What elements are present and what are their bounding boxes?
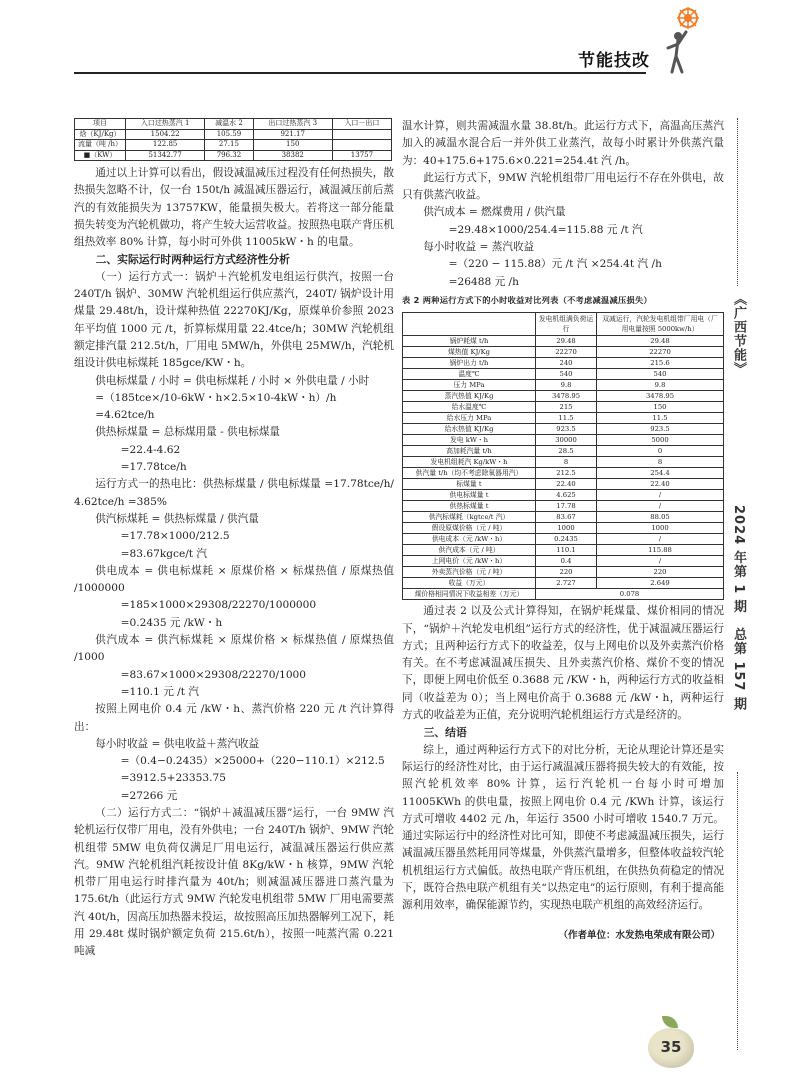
table-cell: 2.727 <box>536 578 597 589</box>
table-cell: 高加耗汽量 t/h <box>403 446 536 457</box>
section-title: 节能技改 <box>578 51 650 71</box>
formula-line: 每小时收益 = 供电收益＋蒸汽收益 <box>95 737 260 750</box>
table-cell: 220 <box>536 567 597 578</box>
table-cell: 3478.95 <box>597 391 724 402</box>
table-cell: 供汽量 t/h（均不考虑除氧器用汽） <box>403 468 536 479</box>
table-cell: / <box>597 490 724 501</box>
table-cell: 2.649 <box>597 578 724 589</box>
leaf-icon <box>662 1016 678 1028</box>
table-cell: 796.32 <box>205 150 253 161</box>
table-cell: 流量（吨 /h） <box>75 140 126 151</box>
table-cell: 22270 <box>536 347 597 358</box>
table-cell: 923.5 <box>597 424 724 435</box>
table-cell: 煤热值 KJ/Kg <box>403 347 536 358</box>
table-row <box>403 402 724 413</box>
table-cell: 入口－出口 <box>332 119 391 130</box>
paragraph: （一）运行方式一：锅炉＋汽轮机发电组运行供汽，按照一台 240T/h 锅炉、30MW 汽轮机组运行供应蒸汽，240T/ 锅炉设计用煤量 29.48t/h，设计煤种热值 22270KJ/Kg，原煤单价参照 2023 年平均值 1000 元 /t，折算标煤用量 22.4tce/h；30MW 汽轮机组额定排汽量 212.5t/h，厂用电 5MW/h，外供电 25MW/h，汽轮机组设计供电标煤耗 185gce/KW・h。 <box>74 270 394 370</box>
table-row <box>403 578 724 589</box>
table-cell: 焓（KJ/Kg） <box>75 129 126 140</box>
table-row <box>403 424 724 435</box>
table-cell: 215.6 <box>597 358 724 369</box>
table-row <box>403 468 724 479</box>
table-cell: 外卖蒸汽价格（元 / 吨） <box>403 567 536 578</box>
table-row <box>403 380 724 391</box>
table-cell: 11.5 <box>597 413 724 424</box>
formula-line: =22.4-4.62 <box>120 443 181 456</box>
table-cell: 115.88 <box>597 545 724 556</box>
table-cell: 921.17 <box>253 129 332 140</box>
table-row <box>403 413 724 424</box>
paragraph: 温水计算，则共需减温水量 38.8t/h。此运行方式下，高温高压蒸汽加入的减温水混合后一并外供工业蒸汽，故每小时累计外供蒸汽量为：40+175.6+175.6×0.221=254.4t 汽 /h。 <box>402 120 724 167</box>
table-row <box>403 589 724 600</box>
table-cell: 0.4 <box>536 556 597 567</box>
table-row <box>403 336 724 347</box>
table-row <box>403 457 724 468</box>
table-cell: 项目 <box>75 119 126 130</box>
table-cell: 上网电价（元 /kW・h） <box>403 556 536 567</box>
table-cell: / <box>597 501 724 512</box>
table-cell: 150 <box>597 402 724 413</box>
table-cell: 0.078 <box>536 589 724 600</box>
table-cell: 发电机组耗汽 Kg/kW・h <box>403 457 536 468</box>
table-2 <box>402 312 724 600</box>
formula-line: =3912.5+23353.75 <box>120 772 226 785</box>
table-cell: 煤价格相同情况下收益相差（万元） <box>403 589 536 600</box>
table-cell: / <box>597 534 724 545</box>
table-cell: 减温水 2 <box>205 119 253 130</box>
table-cell: 13757 <box>332 150 391 161</box>
table-cell: 8 <box>536 457 597 468</box>
formula-line: =（185tce×/10-6kW・h×2.5×10-4kW・h）/h <box>95 391 337 404</box>
right-column <box>402 118 724 944</box>
table-cell: 540 <box>597 369 724 380</box>
table-row <box>403 391 724 402</box>
table-cell: 22270 <box>597 347 724 358</box>
table-cell: 11.5 <box>536 413 597 424</box>
table-row <box>403 479 724 490</box>
table-row <box>403 501 724 512</box>
left-column <box>74 118 394 961</box>
header-rule <box>74 72 646 74</box>
table-cell: 220 <box>597 567 724 578</box>
table-cell: 215 <box>536 402 597 413</box>
formula-line: 供电标煤量 / 小时 = 供电标煤耗 / 小时 × 外供电量 / 小时 <box>95 374 370 387</box>
formula-line: =185×1000×29308/22270/1000000 <box>120 599 317 612</box>
table-cell: 29.48 <box>597 336 724 347</box>
table-cell: 105.59 <box>205 129 253 140</box>
formula-line: 供汽标煤耗 = 供热标煤量 / 供汽量 <box>95 512 259 525</box>
table-cell: 240 <box>536 358 597 369</box>
paragraph: 通过以上计算可以看出，假设减温减压过程没有任何热损失，散热损失忽略不计，仅一台 150t/h 减温减压器运行，减温减压前后蒸汽的有效能损失为 13757KW，能量损失极大。若将这一部分能量损失转变为汽轮机做功，将产生较大运营收益。按照热电联产背压机组热效率 80% 计算，每小时可外供 11005kW・h 的电量。 <box>74 167 394 249</box>
paragraph: 通过表 2 以及公式计算得知，在锅炉耗煤量、煤价相同的情况下，“锅炉＋汽轮发电机组”运行方式的经济性，优于减温减压器运行方式；且两种运行方式下的收益差，仅与上网电价以及外卖蒸汽价格有关。在不考虑减温减压损失、且外卖蒸汽价格、煤价不变的情况下，即便上网电价低至 0.3688 元 /KW・h，两种运行方式的收益相同（收益差为 0）；当上网电价高于 0.3688 元 /kW・h，两种运行方式的收益差为正值，充分说明汽轮机组运行方式是经济的。 <box>402 605 724 722</box>
table-row <box>75 140 392 151</box>
issue-info: 2024 年第 1 期 总第 157 期 <box>731 505 746 711</box>
table-cell: 540 <box>536 369 597 380</box>
table-cell: 标煤量 t <box>403 479 536 490</box>
section-heading: 三、结语 <box>423 726 467 740</box>
table-cell: 17.78 <box>536 501 597 512</box>
table-row <box>75 129 392 140</box>
table-cell: 蒸汽热值 KJ/Kg <box>403 391 536 402</box>
table-row <box>403 523 724 534</box>
table-cell: 30000 <box>536 435 597 446</box>
table-cell: 150 <box>253 140 332 151</box>
table-cell: 假设原煤价格（元 / 吨） <box>403 523 536 534</box>
table-cell: 27.15 <box>205 140 253 151</box>
table-cell <box>332 129 391 140</box>
table-cell: 212.5 <box>536 468 597 479</box>
table-cell: / <box>597 556 724 567</box>
author-affiliation: （作者单位：水发热电荣成有限公司） <box>558 929 720 941</box>
table-row <box>403 347 724 358</box>
paragraph: 运行方式一的热电比：供热标煤量 / 供电标煤量 =17.78tce/h/ 4.62tce/h =385% <box>74 478 394 508</box>
table-cell: 收益（万元） <box>403 578 536 589</box>
table-row <box>403 545 724 556</box>
table-row <box>403 567 724 578</box>
table-row <box>403 369 724 380</box>
formula-line: =（220 − 115.88）元 /t 汽 ×254.4t 汽 /h <box>448 258 662 271</box>
table-1-header-row <box>75 119 392 130</box>
table-cell: 给水热值 KJ/Kg <box>403 424 536 435</box>
page-header <box>0 0 800 80</box>
table-cell: 1504.22 <box>126 129 205 140</box>
table-cell: 3478.95 <box>536 391 597 402</box>
table-cell: ■（KW） <box>75 150 126 161</box>
table-cell: 供热标煤量 t <box>403 501 536 512</box>
table-cell <box>403 313 536 336</box>
page-number: 35 <box>660 1038 682 1056</box>
table-row <box>403 435 724 446</box>
formula-line: =29.48×1000/254.4=115.88 元 /t 汽 <box>448 223 643 236</box>
formula-line: =110.1 元 /t 汽 <box>120 685 199 698</box>
formula-line: =17.78tce/h <box>120 461 187 474</box>
table-cell: 温度℃ <box>403 369 536 380</box>
table-cell: 1000 <box>597 523 724 534</box>
table-cell: 110.1 <box>536 545 597 556</box>
table-row <box>75 150 392 161</box>
table-cell: 发电 kW・h <box>403 435 536 446</box>
table-cell: 供汽成本（元 / 吨） <box>403 545 536 556</box>
table-cell: 22.40 <box>597 479 724 490</box>
person-with-gear-globe-icon <box>662 4 704 76</box>
table-cell: 给水压力 MPa <box>403 413 536 424</box>
table-cell: 122.85 <box>126 140 205 151</box>
table-cell: 发电机组满负荷运行 <box>536 313 597 336</box>
table-row <box>403 490 724 501</box>
page-number-badge <box>648 1028 694 1068</box>
table-cell: 锅炉耗煤 t/h <box>403 336 536 347</box>
table-row <box>403 446 724 457</box>
table-cell: 9.8 <box>597 380 724 391</box>
table-row <box>403 512 724 523</box>
table-cell: 29.48 <box>536 336 597 347</box>
table-cell: 双减运行，汽轮发电机组带厂用电（厂用电量按照 5000kw/h） <box>597 313 724 336</box>
paragraph: 综上，通过两种运行方式下的对比分析，无论从理论计算还是实际运行的经济性对比，由于运行减温减压器将损失较大的有效能，按照汽轮机效率 80% 计算，运行汽轮机一台每小时可增加 11005KWh 的供电量，按照上网电价 0.4 元 /KWh 计算，该运行方式可增收 4402 元 /h，年运行 3500 小时可增收 1540.7 万元。通过实际运行中的经济性对比可知，即使不考虑减温减压损失，运行减温减压器虽然耗用同等煤量，外供蒸汽量增多，但整体收益较汽轮机机组运行方式偏低。故热电联产背压机组，在供热负荷稳定的情况下，既符合热电联产机组有关“以热定电”的运行原则，有利于提高能源利用效率，确保能源节约，实现热电联产机组的高效经济运行。 <box>402 743 724 912</box>
table-cell: 9.8 <box>536 380 597 391</box>
table-cell: 供汽标煤耗（kgtce/t 汽） <box>403 512 536 523</box>
formula-line: =26488 元 /h <box>448 275 519 288</box>
table-row <box>403 556 724 567</box>
formula-line: =83.67×1000×29308/22270/1000 <box>120 668 307 681</box>
formula-line: =17.78×1000/212.5 <box>120 530 230 543</box>
table-row <box>403 534 724 545</box>
formula-line: =4.62tce/h <box>95 409 155 422</box>
table-cell: 83.67 <box>536 512 597 523</box>
formula-line: 每小时收益 = 蒸汽收益 <box>423 241 535 254</box>
table-1 <box>74 118 392 161</box>
table-cell: 254.4 <box>597 468 724 479</box>
table-cell: 88.05 <box>597 512 724 523</box>
table-cell: 4.625 <box>536 490 597 501</box>
table-cell: 压力 MPa <box>403 380 536 391</box>
table-cell: 28.5 <box>536 446 597 457</box>
formula-line: =83.67kgce/t 汽 <box>120 547 208 560</box>
formula-line: =27266 元 <box>120 789 178 802</box>
table-cell: 8 <box>597 457 724 468</box>
paragraph: 供汽成本 = 供汽标煤耗 × 原煤价格 × 标煤热值 / 原煤热值 /1000 <box>74 634 394 664</box>
paragraph: 供电成本 = 供电标煤耗 × 原煤价格 × 标煤热值 / 原煤热值 /1000000 <box>74 564 394 595</box>
table-cell: 锅炉出力 t/h <box>403 358 536 369</box>
table-cell: 供电标煤量 t <box>403 490 536 501</box>
journal-name: 《广西节能》 <box>731 292 746 376</box>
table-2-header-row <box>403 313 724 336</box>
table-cell: 923.5 <box>536 424 597 435</box>
paragraph: 此运行方式下，9MW 汽轮机组带厂用电运行不存在外供电，故只有供蒸汽收益。 <box>402 171 724 202</box>
formula-line: =0.2435 元 /kW・h <box>120 616 223 629</box>
table-cell: 0 <box>597 446 724 457</box>
table-cell: 22.40 <box>536 479 597 490</box>
paragraph: （二）运行方式二：“锅炉＋减温减压器”运行，一台 9MW 汽轮机运行仅带厂用电，没有外供电；一台 240T/h 锅炉、9MW 汽轮机组带 5MW 电负荷仅满足厂用电运行，减温减压器运行供应蒸汽。9MW 汽轮机组汽耗按设计值 8Kg/kW・h 核算，9MW 汽轮机带厂用电运行时排汽量为 40t/h；则减温减压器进口蒸汽量为 175.6t/h（此运行方式 9MW 汽轮发电机组带 5MW 厂用电需要蒸汽 40t/h，因高压加热器未投运，故按照高压加热器解列工况下，耗用 29.48t 煤时锅炉额定负荷 215.6t/h），按照一吨蒸汽需 0.221 吨减 <box>74 806 394 958</box>
formula-line: =（0.4−0.2435）×25000+（220−110.1）×212.5 <box>120 755 385 768</box>
table-cell: 给水温度℃ <box>403 402 536 413</box>
side-dotted-rule-top <box>737 118 738 286</box>
side-issue-label <box>728 505 748 711</box>
section-heading: 二、实际运行时两种运行方式经济性分析 <box>95 253 290 267</box>
table-cell: 0.2435 <box>536 534 597 545</box>
paragraph: 按照上网电价 0.4 元 /kW・h、蒸汽价格 220 元 /t 汽计算得出： <box>74 703 394 733</box>
table-cell <box>332 140 391 151</box>
table-cell: 5000 <box>597 435 724 446</box>
formula-line: 供热标煤量 = 总标煤用量 - 供电标煤量 <box>95 426 281 439</box>
side-dotted-rule-bottom <box>737 772 738 1050</box>
side-journal-label <box>728 292 748 376</box>
table-cell: 入口过热蒸汽 1 <box>126 119 205 130</box>
table-2-body <box>403 336 724 600</box>
formula-line: 供汽成本 = 燃煤费用 / 供汽量 <box>423 206 566 219</box>
table-2-caption: 表 2 两种运行方式下的小时收益对比列表（不考虑减温减压损失） <box>402 294 652 305</box>
table-cell: 51342.77 <box>126 150 205 161</box>
table-cell: 1000 <box>536 523 597 534</box>
table-cell: 38382 <box>253 150 332 161</box>
table-cell: 供电成本（元 /kW・h） <box>403 534 536 545</box>
table-row <box>403 358 724 369</box>
table-cell: 出口过热蒸汽 3 <box>253 119 332 130</box>
